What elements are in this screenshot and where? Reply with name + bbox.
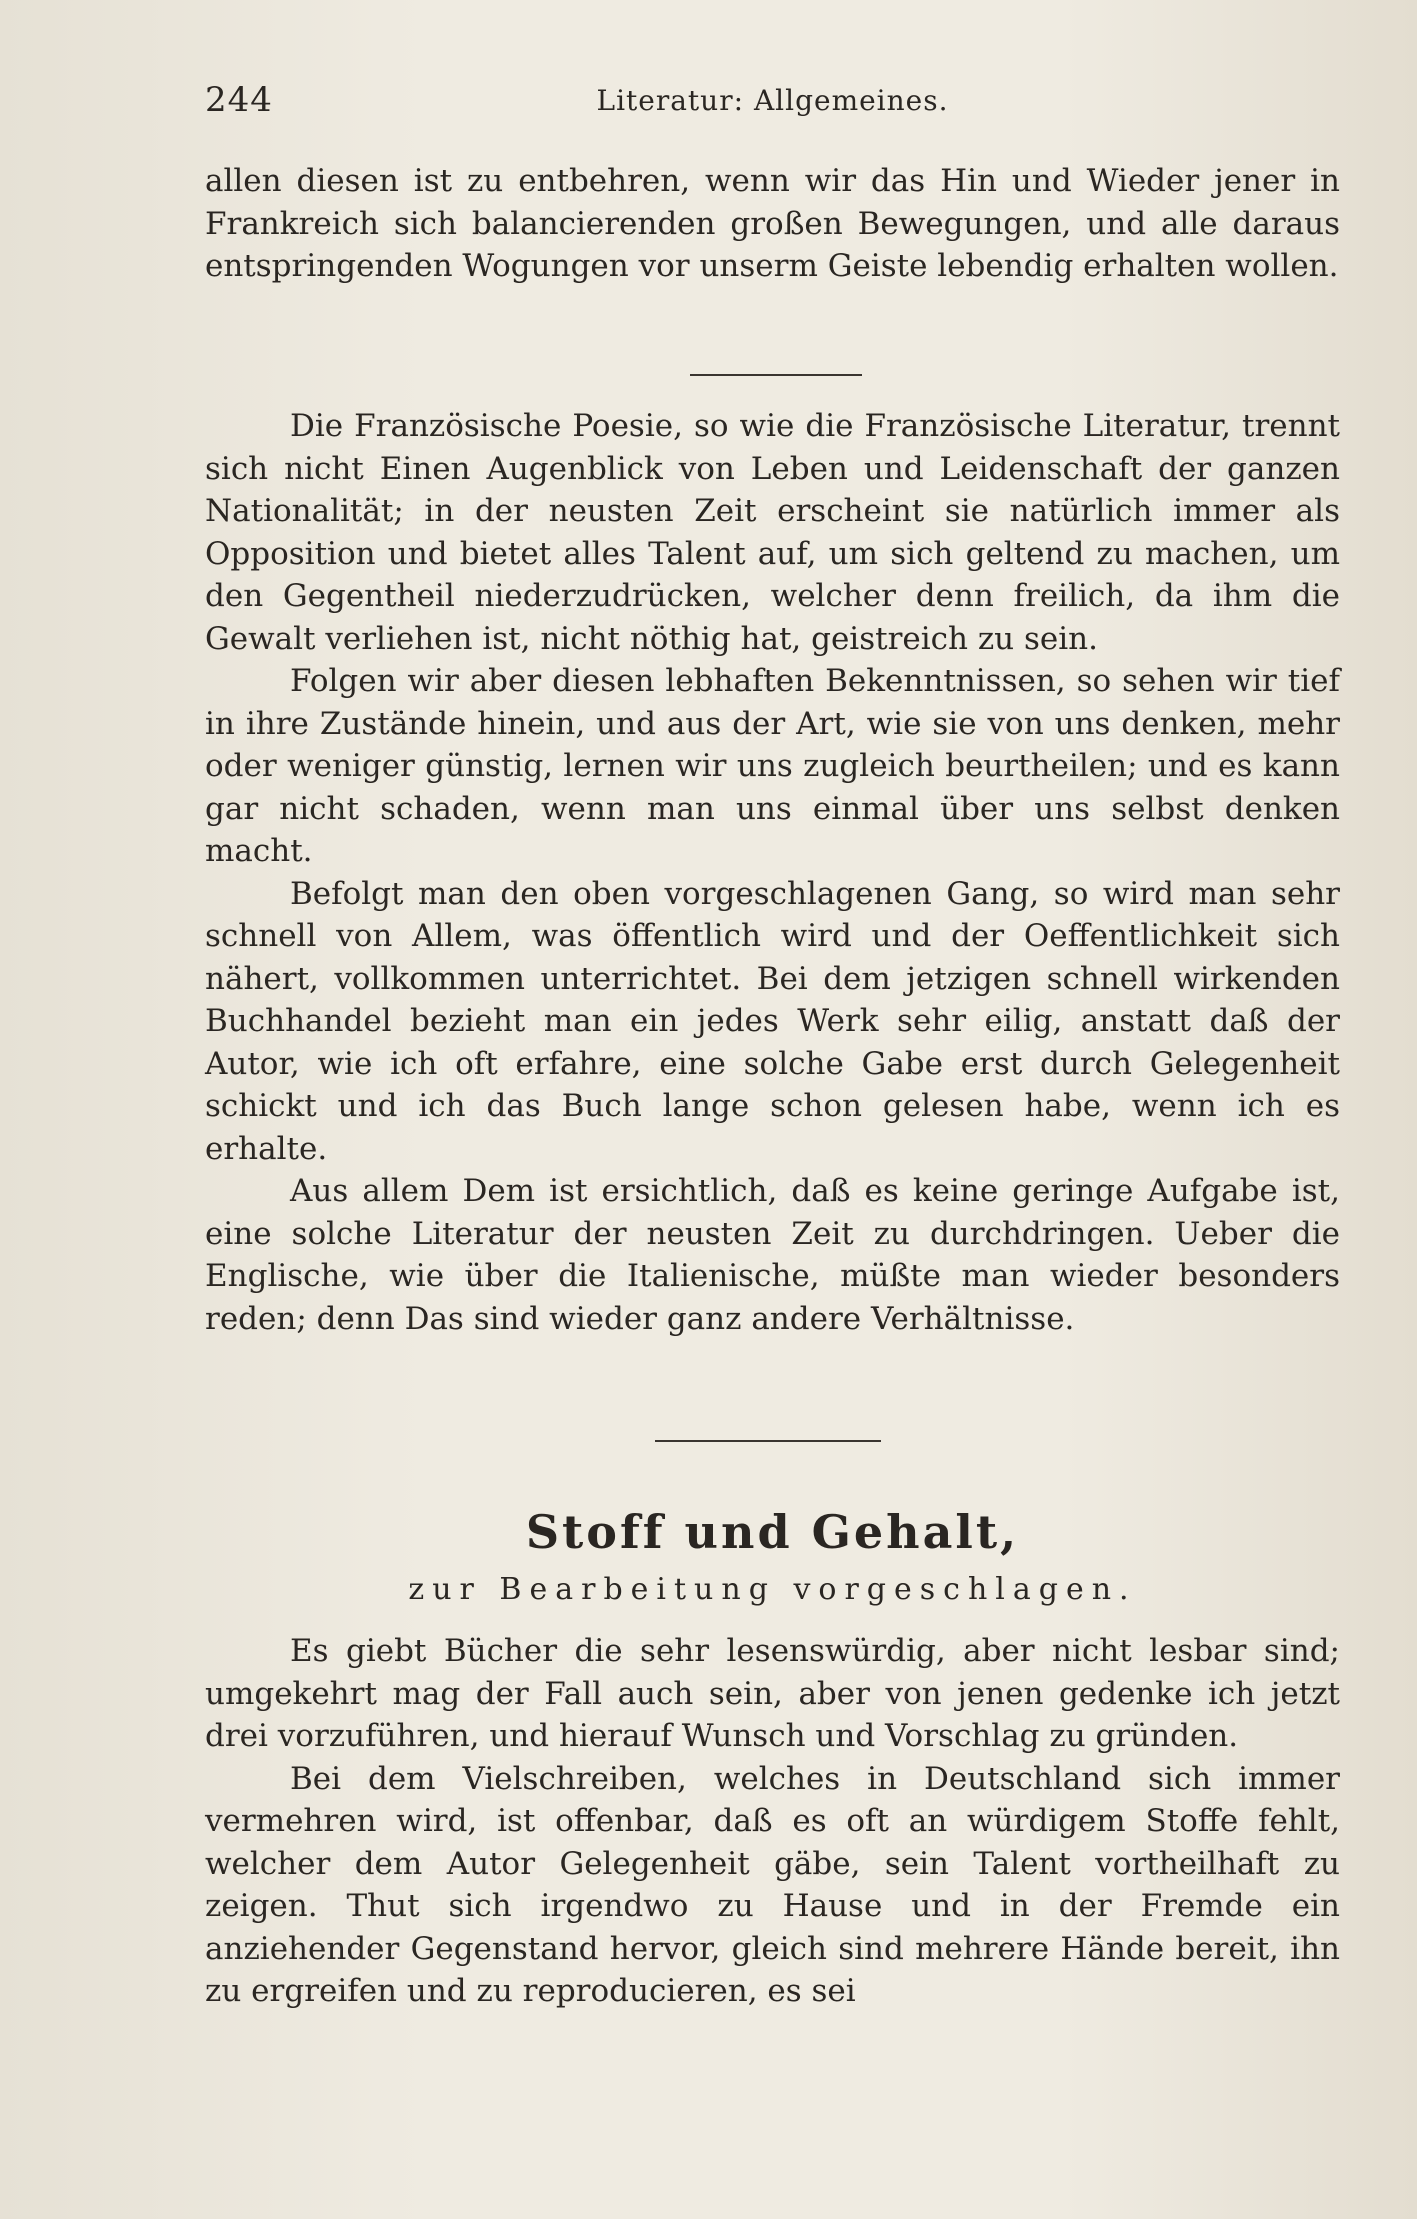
page-number: 244 (205, 80, 273, 120)
section-divider (655, 1440, 881, 1442)
section-french-literature (205, 405, 1340, 1340)
paragraph: Aus allem Dem ist ersichtlich, daß es keine geringe Aufgabe ist, eine solche Literatur der neusten Zeit zu durchdringen. Ueber die Englische, wie über die Italienische, müßte man wieder besonders reden; denn Das sind wieder ganz andere Verhältnisse. (205, 1173, 1340, 1337)
section-subtitle: zur Bearbeitung vorgeschlagen. (408, 1572, 1137, 1607)
paragraph: Befolgt man den oben vorgeschlagenen Gang, so wird man sehr schnell von Allem, was öffentlich wird und der Oeffentlichkeit sich nähert, vollkommen unterrichtet. Bei dem jetzigen schnell wirkenden Buchhandel bezieht man ein jedes Werk sehr eilig, anstatt daß der Autor, wie ich oft erfahre, eine solche Gabe erst durch Gelegenheit schickt und ich das Buch lange schon gelesen habe, wenn ich es erhalte. (205, 875, 1340, 1167)
section-title: Stoff und Gehalt, (525, 1505, 1020, 1559)
paragraph: Bei dem Vielschreiben, welches in Deutschland sich immer vermehren wird, ist offenbar, daß es oft an würdigem Stoffe fehlt, welcher dem Autor Gelegenheit gäbe, sein Talent vortheilhaft zu zeigen. Thut sich irgendwo zu Hause und in der Fremde ein anziehender Gegenstand hervor, gleich sind mehrere Hände bereit, ihn zu ergreifen und zu reproducieren, es sei (205, 1760, 1340, 2009)
running-head: Literatur: Allgemeines. (596, 84, 949, 117)
page-header (205, 80, 1340, 130)
paragraph: allen diesen ist zu entbehren, wenn wir das Hin und Wieder jener in Frankreich sich balancierenden großen Bewegungen, und alle daraus entspringenden Wogungen vor unserm Geiste lebendig erhalten wollen. (205, 163, 1340, 284)
paragraph: Es giebt Bücher die sehr lesenswürdig, aber nicht lesbar sind; umgekehrt mag der Fall auch sein, aber von jenen gedenke ich jetzt drei vorzuführen, und hierauf Wunsch und Vorschlag zu gründen. (205, 1633, 1340, 1754)
paragraph: Die Französische Poesie, so wie die Französische Literatur, trennt sich nicht Einen Augenblick von Leben und Leidenschaft der ganzen Nationalität; in der neusten Zeit erscheint sie natürlich immer als Opposition und bietet alles Talent auf, um sich geltend zu machen, um den Gegentheil niederzudrücken, welcher denn freilich, da ihm die Gewalt verliehen ist, nicht nöthig hat, geistreich zu sein. (205, 408, 1340, 657)
paragraph: Folgen wir aber diesen lebhaften Bekenntnissen, so sehen wir tief in ihre Zustände hinein, und aus der Art, wie sie von uns denken, mehr oder weniger günstig, lernen wir uns zugleich beurtheilen; und es kann gar nicht schaden, wenn man uns einmal über uns selbst denken macht. (205, 663, 1340, 869)
section-continuation (205, 160, 1340, 288)
section-stoff-und-gehalt (205, 1630, 1340, 2013)
section-divider (690, 374, 862, 376)
